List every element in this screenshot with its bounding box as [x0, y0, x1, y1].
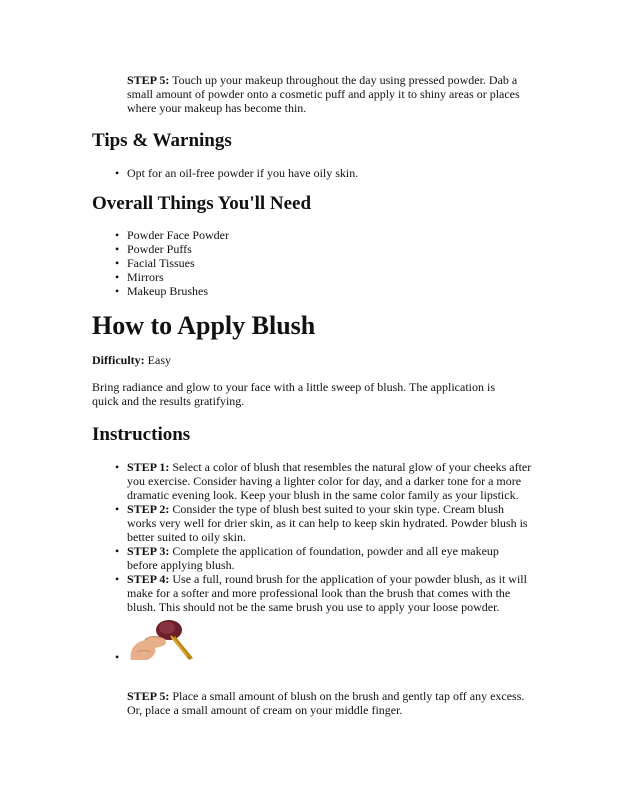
bullet-icon: •: [115, 270, 120, 284]
step-label: STEP 4:: [127, 572, 170, 586]
bullet-icon: •: [115, 228, 120, 242]
bullet-icon: •: [115, 650, 120, 664]
difficulty-value: Easy: [144, 353, 171, 367]
instructions-heading: Instructions: [92, 424, 191, 445]
step-text: Place a small amount of blush on the brush and gently tap off any excess. Or, place a small amount of cream on your middle finger.: [127, 689, 525, 717]
step-label: STEP 1:: [127, 460, 170, 474]
bullet-icon: •: [115, 256, 120, 270]
list-item: • Powder Face Powder: [115, 228, 229, 242]
list-item: • Mirrors: [115, 270, 164, 284]
difficulty-line: [92, 353, 512, 367]
step-text: Select a color of blush that resembles the natural glow of your cheeks after you exercise. Consider having a lighter color for day, and a darker tone for a more dramatic evening look. Keep your blush in the same color family as your lipstick.: [127, 460, 532, 502]
bullet-icon: •: [115, 284, 120, 298]
intro-paragraph: Bring radiance and glow to your face with a little sweep of blush. The application is quick and the results gratifying.: [92, 380, 496, 408]
list-item: [115, 460, 532, 502]
list-item: • Facial Tissues: [115, 256, 195, 270]
list-item: • Powder Puffs: [115, 242, 192, 256]
step-label: STEP 2:: [127, 502, 170, 516]
list-item: [115, 572, 532, 614]
bullet-icon: •: [115, 572, 120, 586]
list-item: [115, 502, 532, 544]
step-text: Complete the application of foundation, powder and all eye makeup before applying blush.: [127, 544, 499, 572]
list-item: [115, 616, 532, 666]
tips-heading: Tips & Warnings: [92, 130, 232, 151]
difficulty-label: Difficulty:: [92, 353, 145, 367]
hand-holding-brush-image: [127, 616, 197, 662]
list-item: • Makeup Brushes: [115, 284, 208, 298]
article-title: How to Apply Blush: [92, 311, 316, 340]
list-item: [115, 544, 532, 572]
step-text: Use a full, round brush for the application of your powder blush, as it will make for a softer and more professional look than the brush that comes with the blush. This should not be the same brush you use to apply your loose powder.: [127, 572, 527, 614]
step-label: STEP 5:: [127, 73, 170, 87]
step-label: STEP 3:: [127, 544, 170, 558]
bullet-icon: •: [115, 544, 120, 558]
list-item: • Opt for an oil-free powder if you have oily skin.: [115, 166, 359, 180]
things-needed-heading: Overall Things You'll Need: [92, 193, 312, 214]
step5-blush-paragraph: [127, 689, 532, 717]
step5-touchup-paragraph: [127, 73, 532, 115]
instructions-list: [115, 460, 532, 666]
bullet-icon: •: [115, 166, 120, 180]
bullet-icon: •: [115, 460, 120, 474]
step-text: Touch up your makeup throughout the day using pressed powder. Dab a small amount of powder onto a cosmetic puff and apply it to shiny areas or places where your makeup has become thin.: [127, 73, 520, 115]
bullet-icon: •: [115, 242, 120, 256]
tips-list: [115, 166, 537, 180]
things-needed-list: [115, 228, 537, 298]
step-text: Consider the type of blush best suited to your skin type. Cream blush works very well for drier skin, as it can help to keep skin hydrated. Powder blush is better suited to oily skin.: [127, 502, 528, 544]
step-label: STEP 5:: [127, 689, 170, 703]
bullet-icon: •: [115, 502, 120, 516]
